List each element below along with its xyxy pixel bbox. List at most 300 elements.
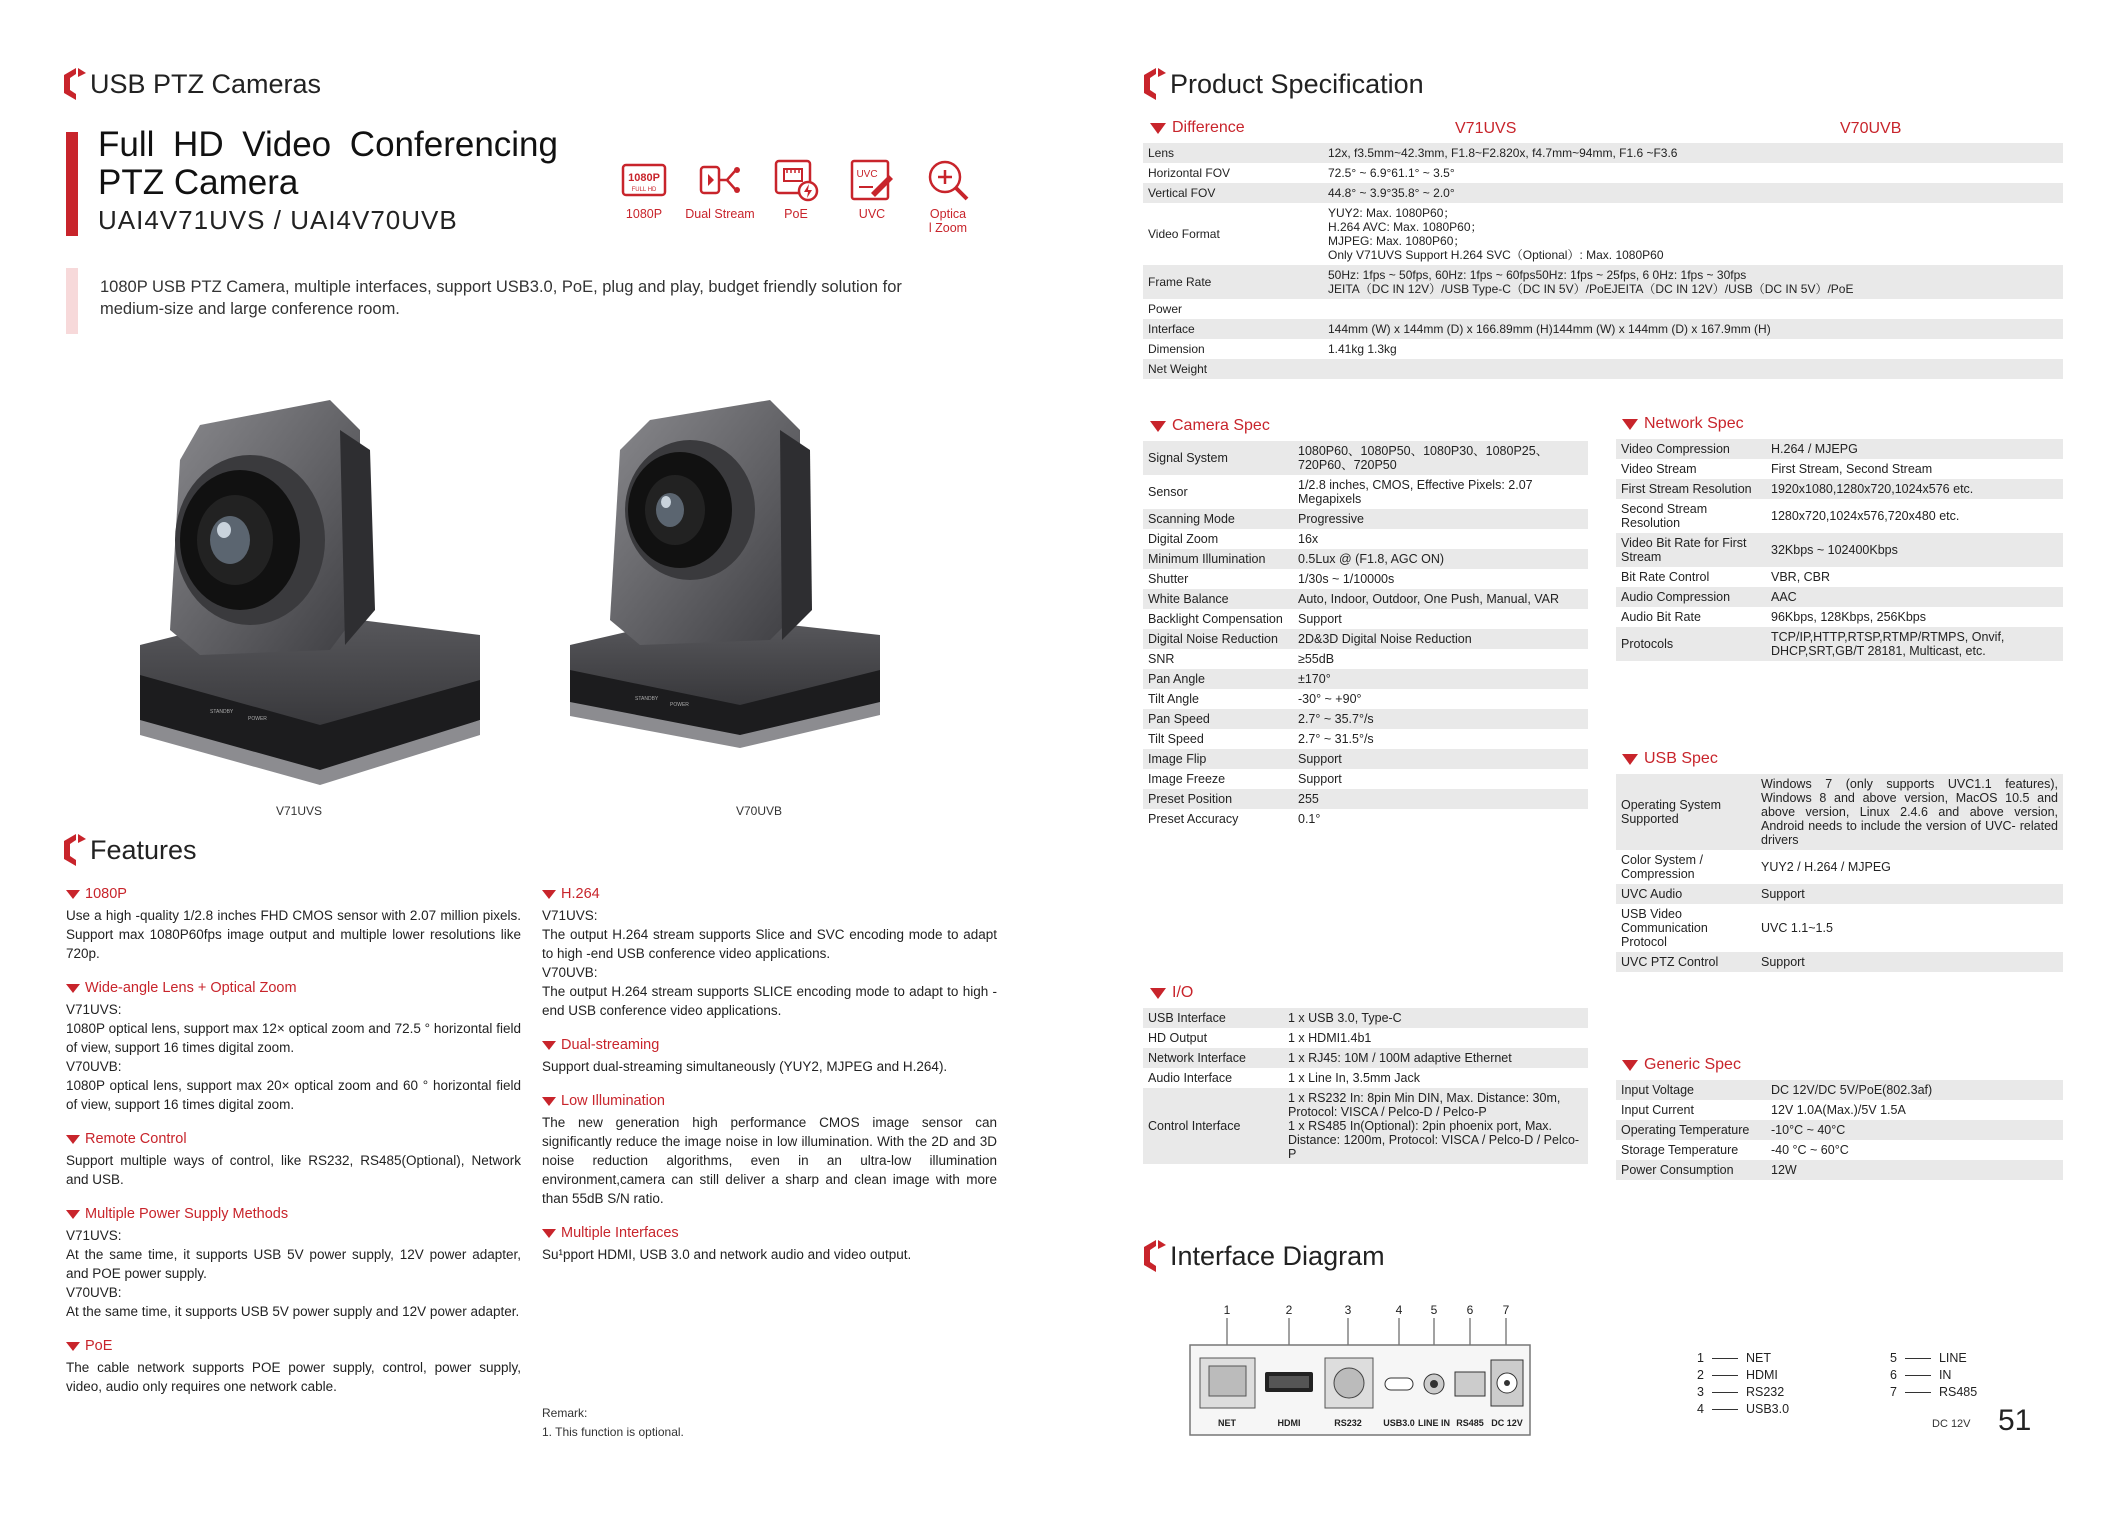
spec-key: Vertical FOV bbox=[1143, 183, 1323, 203]
difference-title: Difference bbox=[1172, 119, 1245, 136]
feature-text: V70UVB: bbox=[66, 1285, 122, 1300]
spec-key: Scanning Mode bbox=[1143, 509, 1293, 529]
triangle-bullet-icon bbox=[1150, 123, 1166, 134]
port-number: 3 bbox=[1344, 1303, 1352, 1317]
feature-badge-optical-zoom bbox=[910, 155, 986, 235]
features-title-text: Features bbox=[90, 834, 197, 865]
feature-title: Multiple Power Supply Methods bbox=[85, 1206, 289, 1222]
spec-key: Audio Compression bbox=[1616, 587, 1766, 607]
camera-spec-row bbox=[1143, 549, 1588, 569]
spec-key: Protocols bbox=[1616, 627, 1766, 661]
spec-value: 2D&3D Digital Noise Reduction bbox=[1293, 629, 1588, 649]
spec-value: -40 °C ~ 60°C bbox=[1766, 1140, 2063, 1160]
port-number: 1 bbox=[1223, 1303, 1231, 1317]
spec-key: First Stream Resolution bbox=[1616, 479, 1766, 499]
camera-label-v70uvb: V70UVB bbox=[736, 804, 783, 818]
camera-v71uvs-image bbox=[130, 390, 490, 790]
section-title-usb-ptz bbox=[62, 66, 321, 102]
difference-row bbox=[1143, 183, 2063, 203]
icon-hd-text: 1080P bbox=[628, 172, 660, 184]
spec-key: Tilt Angle bbox=[1143, 689, 1293, 709]
model-numbers: UAI4V71UVS / UAI4V70UVB bbox=[98, 205, 458, 235]
camera-spec-row bbox=[1143, 689, 1588, 709]
spec-key: Control Interface bbox=[1143, 1088, 1283, 1164]
feature-item bbox=[542, 1224, 997, 1264]
legend-item: 6 IN bbox=[1890, 1368, 1952, 1382]
spec-value: Support bbox=[1293, 769, 1588, 789]
spec-key: Video Compression bbox=[1616, 439, 1766, 459]
feature-text: Support dual-streaming simultaneously (YUY2, MJPEG and H.264). bbox=[542, 1059, 948, 1074]
feature-text: Support multiple ways of control, like RS232, RS485(Optional), Network and USB. bbox=[66, 1153, 521, 1187]
feature-heading bbox=[542, 885, 997, 904]
spec-value bbox=[1323, 359, 2063, 379]
io-table bbox=[1143, 1008, 1588, 1164]
spec-key: Video Format bbox=[1143, 203, 1323, 265]
generic-spec-row bbox=[1616, 1080, 2063, 1100]
difference-col-v70uvb: V70UVB bbox=[1840, 120, 1902, 137]
spec-key: HD Output bbox=[1143, 1028, 1283, 1048]
legend-item: 4 USB3.0 bbox=[1697, 1402, 1790, 1416]
spec-value: 1/2.8 inches, CMOS, Effective Pixels: 2.07 Megapixels bbox=[1293, 475, 1588, 509]
spec-value: Support bbox=[1756, 952, 2063, 972]
feature-title: H.264 bbox=[561, 886, 600, 902]
spec-key: Backlight Compensation bbox=[1143, 609, 1293, 629]
triangle-bullet-icon bbox=[542, 1041, 556, 1050]
spec-value: YUY2 / H.264 / MJPEG bbox=[1756, 850, 2063, 884]
legend-item: 5 LINE bbox=[1890, 1351, 1967, 1365]
camera-spec-row bbox=[1143, 569, 1588, 589]
triangle-bullet-icon bbox=[1622, 754, 1638, 765]
generic-spec-title: Generic Spec bbox=[1644, 1056, 1741, 1073]
spec-value: 96Kbps, 128Kbps, 256Kbps bbox=[1766, 607, 2063, 627]
spec-value: 255 bbox=[1293, 789, 1588, 809]
spec-value: YUY2: Max. 1080P60； H.264 AVC: Max. 1080P60； MJPEG: Max. 1080P60； Only V71UVS Support H.264 SVC（Optional）: Max. 1080P60 bbox=[1323, 203, 2063, 265]
spec-value: 16x bbox=[1293, 529, 1588, 549]
spec-value: 1 x RS232 In: 8pin Min DIN, Max. Distance: 30m, Protocol: VISCA / Pelco-D / Pelco-P 1 x RS485 In(Optional): 2pin phoenix port, Max. Distance: 1200m, Protocol: VISCA / Pelco-D / Pelco-P bbox=[1283, 1088, 1588, 1164]
usb-spec-row bbox=[1616, 884, 2063, 904]
uvc-icon bbox=[847, 155, 897, 205]
feature-text: Su¹pport HDMI, USB 3.0 and network audio and video output. bbox=[542, 1247, 912, 1262]
spec-value: 1 x RJ45: 10M / 100M adaptive Ethernet bbox=[1283, 1048, 1588, 1068]
product-title: Full HD Video Conferencing PTZ Camera bbox=[98, 125, 558, 202]
triangle-bullet-icon bbox=[1622, 1060, 1638, 1071]
feature-title: Remote Control bbox=[85, 1131, 187, 1147]
camera-spec-row bbox=[1143, 749, 1588, 769]
difference-table bbox=[1143, 143, 2063, 379]
spec-key: Preset Position bbox=[1143, 789, 1293, 809]
spec-value: 0.5Lux @ (F1.8, AGC ON) bbox=[1293, 549, 1588, 569]
spec-key: Horizontal FOV bbox=[1143, 163, 1323, 183]
spec-value: 1280x720,1024x576,720x480 etc. bbox=[1766, 499, 2063, 533]
triangle-bullet-icon bbox=[542, 890, 556, 899]
feature-heading bbox=[542, 1092, 997, 1111]
remark-block bbox=[542, 1404, 684, 1442]
difference-row bbox=[1143, 163, 2063, 183]
spec-key: Net Weight bbox=[1143, 359, 1323, 379]
difference-col-v71uvs: V71UVS bbox=[1455, 120, 1517, 137]
spec-key: Sensor bbox=[1143, 475, 1293, 509]
spec-value: 12W bbox=[1766, 1160, 2063, 1180]
difference-heading bbox=[1150, 119, 1245, 137]
interface-diagram bbox=[1185, 1300, 1535, 1440]
feature-heading bbox=[66, 885, 521, 904]
port-number: 4 bbox=[1395, 1303, 1403, 1317]
spec-value: 72.5° ~ 6.9°61.1° ~ 3.5° bbox=[1323, 163, 2063, 183]
camera-spec-row bbox=[1143, 649, 1588, 669]
camera-spec-title: Camera Spec bbox=[1172, 417, 1270, 434]
feature-text: 1080P optical lens, support max 20× optical zoom and 60 ° horizontal field of view, support 16 times digital zoom. bbox=[66, 1078, 521, 1112]
feature-item bbox=[542, 885, 997, 1020]
port-label: RS232 bbox=[1334, 1418, 1362, 1428]
spec-value: AAC bbox=[1766, 587, 2063, 607]
spec-key: SNR bbox=[1143, 649, 1293, 669]
brand-bracket-icon bbox=[1142, 66, 1168, 102]
difference-row bbox=[1143, 299, 2063, 319]
spec-value: H.264 / MJEPG bbox=[1766, 439, 2063, 459]
spec-value: First Stream, Second Stream bbox=[1766, 459, 2063, 479]
spec-value: VBR, CBR bbox=[1766, 567, 2063, 587]
spec-value: UVC 1.1~1.5 bbox=[1756, 904, 2063, 952]
spec-key: Pan Speed bbox=[1143, 709, 1293, 729]
camera-spec-row bbox=[1143, 529, 1588, 549]
difference-row bbox=[1143, 203, 2063, 265]
spec-key: Digital Noise Reduction bbox=[1143, 629, 1293, 649]
spec-key: Dimension bbox=[1143, 339, 1323, 359]
spec-key: Digital Zoom bbox=[1143, 529, 1293, 549]
spec-value: 1 x Line In, 3.5mm Jack bbox=[1283, 1068, 1588, 1088]
triangle-bullet-icon bbox=[66, 984, 80, 993]
spec-key: Storage Temperature bbox=[1616, 1140, 1766, 1160]
icon-uvc-text: UVC bbox=[856, 169, 878, 180]
spec-key: Operating Temperature bbox=[1616, 1120, 1766, 1140]
remark-title: Remark: bbox=[542, 1406, 588, 1420]
spec-key: Minimum Illumination bbox=[1143, 549, 1293, 569]
spec-value: ±170° bbox=[1293, 669, 1588, 689]
legend-item: 2 HDMI bbox=[1697, 1368, 1778, 1382]
camera-spec-row bbox=[1143, 609, 1588, 629]
feature-title: Wide-angle Lens + Optical Zoom bbox=[85, 980, 297, 996]
spec-key: Interface bbox=[1143, 319, 1323, 339]
spec-value: ≥55dB bbox=[1293, 649, 1588, 669]
page-number: 51 bbox=[1998, 1404, 2032, 1437]
legend-item: 3 RS232 bbox=[1697, 1385, 1785, 1399]
network-spec-row bbox=[1616, 459, 2063, 479]
feature-item bbox=[66, 1205, 521, 1321]
camera-spec-row bbox=[1143, 589, 1588, 609]
icon-label: PoE bbox=[784, 207, 808, 221]
network-spec-row bbox=[1616, 479, 2063, 499]
network-spec-table bbox=[1616, 439, 2063, 661]
features-column-left bbox=[66, 885, 521, 1412]
feature-heading bbox=[542, 1224, 997, 1243]
spec-key: Second Stream Resolution bbox=[1616, 499, 1766, 533]
camera-spec-row bbox=[1143, 769, 1588, 789]
spec-value: Support bbox=[1293, 609, 1588, 629]
feature-badge-1080p bbox=[606, 155, 682, 235]
spec-key: Network Interface bbox=[1143, 1048, 1283, 1068]
spec-key: Signal System bbox=[1143, 441, 1293, 475]
icon-label: Optica l Zoom bbox=[928, 207, 968, 235]
port-label: NET bbox=[1218, 1418, 1236, 1428]
usb-spec-row bbox=[1616, 774, 2063, 850]
icon-label: 1080P bbox=[625, 207, 663, 221]
spec-value: DC 12V/DC 5V/PoE(802.3af) bbox=[1766, 1080, 2063, 1100]
feature-text: V71UVS: bbox=[66, 1002, 122, 1017]
spec-value: -10°C ~ 40°C bbox=[1766, 1120, 2063, 1140]
feature-heading bbox=[66, 1337, 521, 1356]
generic-spec-row bbox=[1616, 1140, 2063, 1160]
network-spec-row bbox=[1616, 499, 2063, 533]
section-title-features bbox=[62, 832, 197, 868]
generic-spec-row bbox=[1616, 1160, 2063, 1180]
network-spec-row bbox=[1616, 627, 2063, 661]
feature-item bbox=[66, 979, 521, 1114]
camera-label-v71uvs: V71UVS bbox=[276, 804, 323, 818]
section-title-product-spec bbox=[1142, 66, 1424, 102]
spec-key: Pan Angle bbox=[1143, 669, 1293, 689]
spec-key: UVC Audio bbox=[1616, 884, 1756, 904]
io-row bbox=[1143, 1048, 1588, 1068]
spec-value: Auto, Indoor, Outdoor, One Push, Manual, VAR bbox=[1293, 589, 1588, 609]
spec-value: 12V 1.0A(Max.)/5V 1.5A bbox=[1766, 1100, 2063, 1120]
feature-item bbox=[542, 1092, 997, 1208]
usb-spec-row bbox=[1616, 952, 2063, 972]
feature-heading bbox=[66, 979, 521, 998]
spec-key: Input Voltage bbox=[1616, 1080, 1766, 1100]
brand-bracket-icon bbox=[62, 832, 88, 868]
feature-text: The output H.264 stream supports SLICE encoding mode to adapt to high -end USB conference video applications. bbox=[542, 984, 997, 1018]
spec-key: Power bbox=[1143, 299, 1323, 319]
io-title: I/O bbox=[1172, 984, 1194, 1001]
spec-key: UVC PTZ Control bbox=[1616, 952, 1756, 972]
camera-spec-row bbox=[1143, 475, 1588, 509]
triangle-bullet-icon bbox=[66, 1135, 80, 1144]
spec-value: 44.8° ~ 3.9°35.8° ~ 2.0° bbox=[1323, 183, 2063, 203]
network-spec-heading bbox=[1622, 415, 1744, 433]
io-heading bbox=[1150, 984, 1193, 1002]
port-legend-right bbox=[1890, 1350, 1977, 1401]
feature-text: V71UVS: bbox=[542, 908, 598, 923]
spec-value: Progressive bbox=[1293, 509, 1588, 529]
camera-power-label: POWER bbox=[248, 716, 267, 722]
triangle-bullet-icon bbox=[66, 1342, 80, 1351]
spec-value: 1080P60、1080P50、1080P30、1080P25、720P60、720P50 bbox=[1293, 441, 1588, 475]
port-legend-left bbox=[1697, 1350, 1789, 1418]
spec-value: 32Kbps ~ 102400Kbps bbox=[1766, 533, 2063, 567]
usb-spec-row bbox=[1616, 850, 2063, 884]
spec-key: Shutter bbox=[1143, 569, 1293, 589]
generic-spec-heading bbox=[1622, 1056, 1741, 1074]
spec-key: Audio Bit Rate bbox=[1616, 607, 1766, 627]
feature-heading bbox=[66, 1205, 521, 1224]
difference-row bbox=[1143, 359, 2063, 379]
feature-badge-uvc bbox=[834, 155, 910, 235]
spec-key: Lens bbox=[1143, 143, 1323, 163]
legend-item: 1 NET bbox=[1697, 1351, 1771, 1365]
network-spec-row bbox=[1616, 587, 2063, 607]
feature-badge-dual-stream bbox=[682, 155, 758, 235]
spec-value: Support bbox=[1756, 884, 2063, 904]
triangle-bullet-icon bbox=[1150, 988, 1166, 999]
network-spec-title: Network Spec bbox=[1644, 415, 1744, 432]
spec-key: USB Interface bbox=[1143, 1008, 1283, 1028]
feature-title: 1080P bbox=[85, 886, 127, 902]
feature-text: At the same time, it supports USB 5V power supply, 12V power adapter, and POE power supply. bbox=[66, 1247, 521, 1281]
feature-text: Use a high -quality 1/2.8 inches FHD CMOS sensor with 2.07 million pixels. Support max 1080P60fps image output and multiple lower resolutions like 720p. bbox=[66, 908, 521, 961]
features-column-right bbox=[542, 885, 997, 1280]
icon-label: Dual Stream bbox=[685, 207, 755, 221]
difference-row bbox=[1143, 265, 2063, 299]
port-label: DC 12V bbox=[1491, 1418, 1523, 1428]
poe-icon bbox=[771, 155, 821, 205]
icon-fullhd-text: FULL HD bbox=[631, 187, 657, 193]
feature-text: 1080P optical lens, support max 12× optical zoom and 72.5 ° horizontal field of view, support 16 times digital zoom. bbox=[66, 1021, 521, 1055]
port-number: 2 bbox=[1285, 1303, 1293, 1317]
spec-key: White Balance bbox=[1143, 589, 1293, 609]
camera-standby-label: STANDBY bbox=[635, 696, 659, 702]
feature-text: The cable network supports POE power supply, control, power supply, video, audio only requires one network cable. bbox=[66, 1360, 521, 1394]
io-row bbox=[1143, 1028, 1588, 1048]
camera-standby-label: STANDBY bbox=[210, 709, 234, 715]
spec-value: TCP/IP,HTTP,RTSP,RTMP/RTMPS, Onvif, DHCP,SRT,GB/T 28181, Multicast, etc. bbox=[1766, 627, 2063, 661]
feature-text: At the same time, it supports USB 5V power supply and 12V power adapter. bbox=[66, 1304, 520, 1319]
port-label: USB3.0 bbox=[1383, 1418, 1415, 1428]
difference-row bbox=[1143, 143, 2063, 163]
spec-key: Color System / Compression bbox=[1616, 850, 1756, 884]
feature-text: V70UVB: bbox=[542, 965, 598, 980]
spec-key: USB Video Communication Protocol bbox=[1616, 904, 1756, 952]
intro-accent-bar bbox=[66, 268, 78, 334]
icon-label: UVC bbox=[858, 207, 886, 221]
io-row bbox=[1143, 1088, 1588, 1164]
feature-text: V70UVB: bbox=[66, 1059, 122, 1074]
generic-spec-row bbox=[1616, 1120, 2063, 1140]
camera-spec-row bbox=[1143, 809, 1588, 829]
camera-power-label: POWER bbox=[670, 702, 689, 708]
triangle-bullet-icon bbox=[1622, 419, 1638, 430]
feature-item bbox=[542, 1036, 997, 1076]
port-number: 7 bbox=[1502, 1303, 1510, 1317]
brand-bracket-icon bbox=[1142, 1238, 1168, 1274]
generic-spec-row bbox=[1616, 1100, 2063, 1120]
spec-value: 12x, f3.5mm~42.3mm, F1.8~F2.820x, f4.7mm~94mm, F1.6 ~F3.6 bbox=[1323, 143, 2063, 163]
camera-spec-row bbox=[1143, 709, 1588, 729]
feature-text: The output H.264 stream supports Slice and SVC encoding mode to adapt to high -end USB conference video applications. bbox=[542, 927, 997, 961]
dual-stream-icon bbox=[695, 155, 745, 205]
spec-key: Video Bit Rate for First Stream bbox=[1616, 533, 1766, 567]
spec-key: Frame Rate bbox=[1143, 265, 1323, 299]
feature-item bbox=[66, 1130, 521, 1189]
port-label: HDMI bbox=[1277, 1418, 1301, 1428]
spec-value: 50Hz: 1fps ~ 50fps, 60Hz: 1fps ~ 60fps50Hz: 1fps ~ 25fps, 6 0Hz: 1fps ~ 30fps JEITA（DC IN 12V）/USB Type-C（DC IN 5V）/PoEJEITA（DC IN 12V）/USB（DC IN 5V）/PoE bbox=[1323, 265, 2063, 299]
dc-label: DC 12V bbox=[1932, 1418, 1971, 1430]
spec-key: Power Consumption bbox=[1616, 1160, 1766, 1180]
usb-spec-title: USB Spec bbox=[1644, 750, 1718, 767]
spec-value: 1/30s ~ 1/10000s bbox=[1293, 569, 1588, 589]
camera-spec-heading bbox=[1150, 417, 1270, 435]
usb-spec-row bbox=[1616, 904, 2063, 952]
spec-key: Preset Accuracy bbox=[1143, 809, 1293, 829]
spec-key: Video Stream bbox=[1616, 459, 1766, 479]
feature-title: PoE bbox=[85, 1338, 113, 1354]
camera-spec-row bbox=[1143, 509, 1588, 529]
difference-row bbox=[1143, 319, 2063, 339]
spec-value: 144mm (W) x 144mm (D) x 166.89mm (H)144mm (W) x 144mm (D) x 167.9mm (H) bbox=[1323, 319, 2063, 339]
spec-value: Windows 7 (only supports UVC1.1 features), Windows 8 and above version, MacOS 10.5 and above version, Linux 2.4.6 and above version, Android needs to include the version of UVC- related drivers bbox=[1756, 774, 2063, 850]
generic-spec-table bbox=[1616, 1080, 2063, 1180]
legend-item: 7 RS485 bbox=[1890, 1385, 1978, 1399]
feature-title: Multiple Interfaces bbox=[561, 1225, 679, 1241]
triangle-bullet-icon bbox=[542, 1229, 556, 1238]
io-row bbox=[1143, 1068, 1588, 1088]
spec-key: Audio Interface bbox=[1143, 1068, 1283, 1088]
network-spec-row bbox=[1616, 533, 2063, 567]
port-label: LINE IN bbox=[1417, 1418, 1451, 1428]
product-spec-title-text: Product Specification bbox=[1170, 68, 1424, 99]
spec-value: 1 x HDMI1.4b1 bbox=[1283, 1028, 1588, 1048]
camera-spec-table bbox=[1143, 441, 1588, 829]
section-title-text: USB PTZ Cameras bbox=[90, 68, 322, 99]
feature-item bbox=[66, 885, 521, 963]
spec-key: Tilt Speed bbox=[1143, 729, 1293, 749]
camera-spec-row bbox=[1143, 629, 1588, 649]
spec-key: Bit Rate Control bbox=[1616, 567, 1766, 587]
feature-heading bbox=[66, 1130, 521, 1149]
spec-value: -30° ~ +90° bbox=[1293, 689, 1588, 709]
spec-key: Image Freeze bbox=[1143, 769, 1293, 789]
triangle-bullet-icon bbox=[1150, 421, 1166, 432]
optical-zoom-icon bbox=[923, 155, 973, 205]
feature-badge-poe bbox=[758, 155, 834, 235]
camera-spec-row bbox=[1143, 789, 1588, 809]
section-title-interface-diagram bbox=[1142, 1238, 1385, 1274]
usb-spec-heading bbox=[1622, 750, 1718, 768]
camera-v70uvb-image bbox=[560, 390, 900, 750]
spec-value: 2.7° ~ 31.5°/s bbox=[1293, 729, 1588, 749]
network-spec-row bbox=[1616, 567, 2063, 587]
spec-key: Operating System Supported bbox=[1616, 774, 1756, 850]
network-spec-row bbox=[1616, 607, 2063, 627]
camera-spec-row bbox=[1143, 729, 1588, 749]
io-row bbox=[1143, 1008, 1588, 1028]
interface-title-text: Interface Diagram bbox=[1170, 1240, 1385, 1271]
port-number: 5 bbox=[1430, 1303, 1438, 1317]
camera-spec-row bbox=[1143, 669, 1588, 689]
usb-spec-table bbox=[1616, 774, 2063, 972]
spec-value: 1 x USB 3.0, Type-C bbox=[1283, 1008, 1588, 1028]
spec-key: Image Flip bbox=[1143, 749, 1293, 769]
intro-text: 1080P USB PTZ Camera, multiple interfaces, support USB3.0, PoE, plug and play, budget friendly solution for medium-size and large conference room. bbox=[100, 278, 902, 318]
network-spec-row bbox=[1616, 439, 2063, 459]
feature-text: V71UVS: bbox=[66, 1228, 122, 1243]
camera-spec-row bbox=[1143, 441, 1588, 475]
port-label: RS485 bbox=[1456, 1418, 1484, 1428]
feature-title: Low Illumination bbox=[561, 1093, 665, 1109]
triangle-bullet-icon bbox=[66, 890, 80, 899]
feature-title: Dual-streaming bbox=[561, 1037, 660, 1053]
feature-icon-row bbox=[606, 155, 986, 235]
feature-heading bbox=[542, 1036, 997, 1055]
triangle-bullet-icon bbox=[542, 1097, 556, 1106]
spec-value: 1920x1080,1280x720,1024x576 etc. bbox=[1766, 479, 2063, 499]
brand-bracket-icon bbox=[62, 66, 88, 102]
spec-value: Support bbox=[1293, 749, 1588, 769]
difference-row bbox=[1143, 339, 2063, 359]
spec-value: 1.41kg 1.3kg bbox=[1323, 339, 2063, 359]
spec-value bbox=[1323, 299, 2063, 319]
spec-key: Input Current bbox=[1616, 1100, 1766, 1120]
1080p-icon bbox=[619, 155, 669, 205]
